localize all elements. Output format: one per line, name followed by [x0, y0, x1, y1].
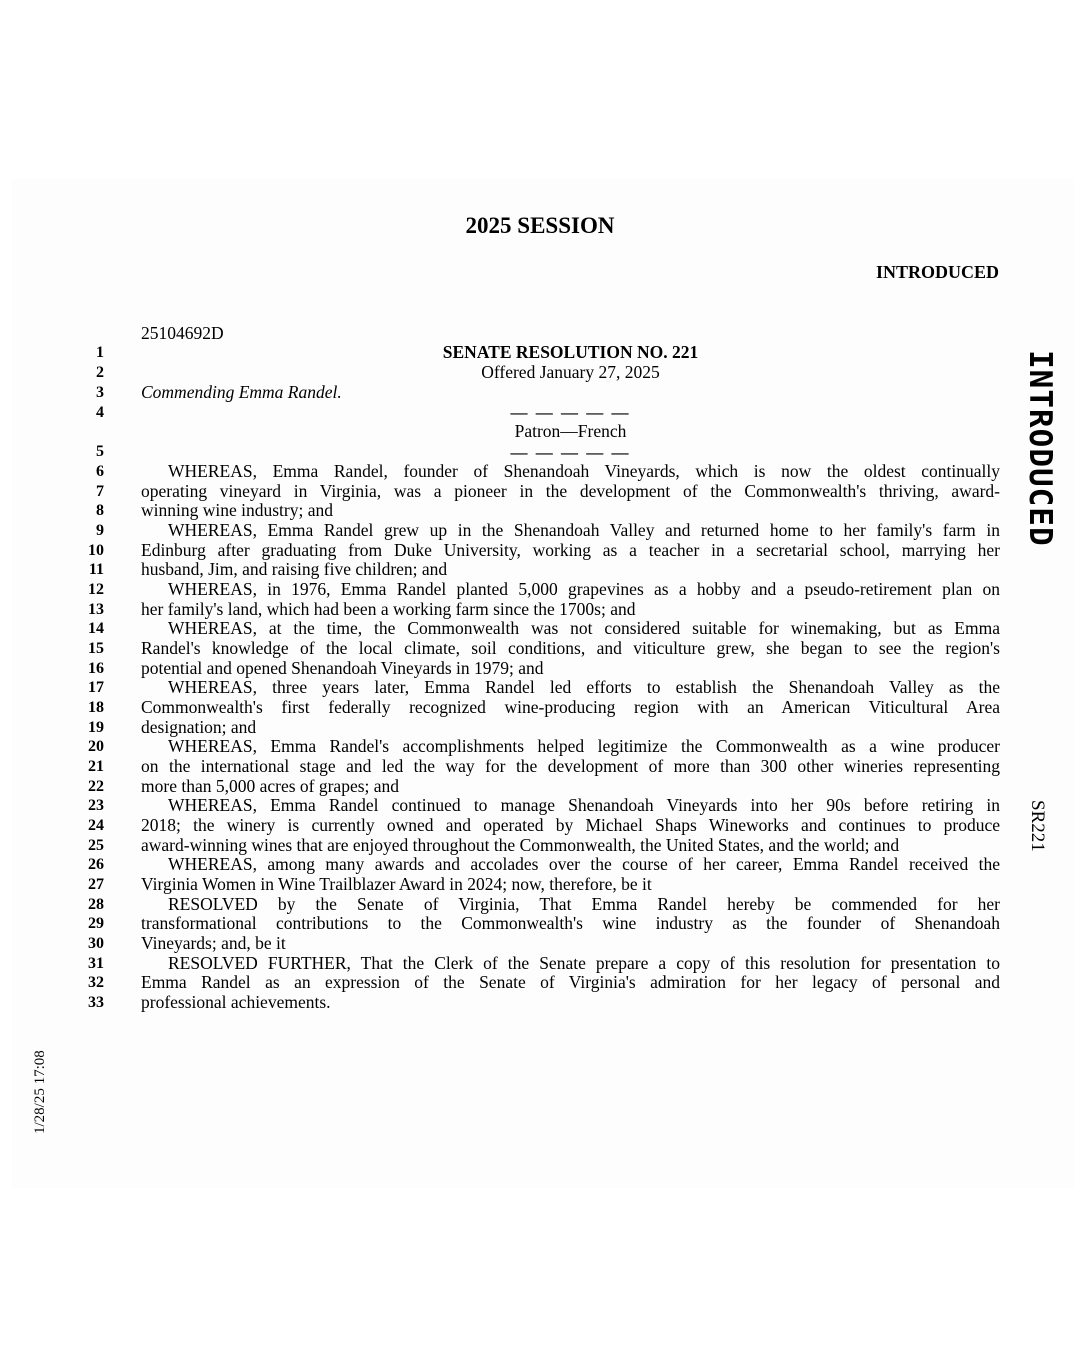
line-number: 10	[88, 542, 104, 559]
line-number: 11	[88, 561, 104, 578]
line-number: 13	[88, 601, 104, 618]
line-number: 24	[88, 817, 104, 834]
resolution-description: Commending Emma Randel.	[141, 382, 342, 402]
line-number: 7	[96, 483, 104, 500]
body-line: husband, Jim, and raising five children; and	[141, 559, 448, 579]
line-number: 27	[88, 876, 104, 893]
body-line: operating vineyard in Virginia, was a pioneer in the development of the Commonwealth's thriving, award-	[141, 481, 1000, 501]
line-number: 9	[96, 522, 104, 539]
body-line: designation; and	[141, 717, 257, 737]
body-line: her family's land, which had been a working farm since the 1700s; and	[141, 599, 636, 619]
line-number: 4	[96, 404, 104, 421]
body-line: potential and opened Shenandoah Vineyards in 1979; and	[141, 658, 544, 678]
line-number: 16	[88, 660, 104, 677]
side-status-label: INTRODUCED	[1022, 350, 1058, 547]
session-heading: 2025 SESSION	[465, 213, 615, 238]
patron: Patron—French	[514, 421, 627, 441]
line-number: 20	[88, 738, 104, 755]
body-line: RESOLVED by the Senate of Virginia, That Emma Randel hereby be commended for her	[168, 894, 1000, 914]
line-number: 22	[88, 778, 104, 795]
line-number: 12	[88, 581, 104, 598]
body-line: Commonwealth's first federally recognized wine-producing region with an American Viticultural Area	[141, 697, 1000, 717]
body-line: 2018; the winery is currently owned and operated by Michael Shaps Wineworks and continues to produce	[141, 815, 1000, 835]
line-number: 26	[88, 856, 104, 873]
document-number: 25104692D	[141, 323, 224, 343]
body-line: WHEREAS, three years later, Emma Randel led efforts to establish the Shenandoah Valley as the	[168, 677, 1000, 697]
body-line: professional achievements.	[141, 992, 331, 1012]
line-number: 28	[88, 896, 104, 913]
line-number: 32	[88, 974, 104, 991]
body-line: WHEREAS, at the time, the Commonwealth was not considered suitable for winemaking, but as Emma	[168, 618, 1000, 638]
line-number: 6	[96, 463, 104, 480]
body-line: award-winning wines that are enjoyed throughout the Commonwealth, the United States, and the world; and	[141, 835, 900, 855]
body-line: winning wine industry; and	[141, 500, 333, 520]
line-number: 30	[88, 935, 104, 952]
line-number: 15	[88, 640, 104, 657]
line-number: 33	[88, 994, 104, 1011]
line-number: 25	[88, 837, 104, 854]
body-line: WHEREAS, among many awards and accolades over the course of her career, Emma Randel received the	[168, 854, 1000, 874]
body-line: RESOLVED FURTHER, That the Clerk of the Senate prepare a copy of this resolution for presentation to	[168, 953, 1000, 973]
divider-bottom: — — — — —	[510, 443, 631, 462]
offered-date: Offered January 27, 2025	[481, 362, 660, 382]
line-number: 29	[88, 915, 104, 932]
resolution-title: SENATE RESOLUTION NO. 221	[442, 342, 699, 362]
body-line: WHEREAS, Emma Randel continued to manage Shenandoah Vineyards into her 90s before retiring in	[168, 795, 1000, 815]
line-number: 31	[88, 955, 104, 972]
side-timestamp: 1/28/25 17:08	[32, 1050, 48, 1134]
line-number: 14	[88, 620, 104, 637]
line-number: 23	[88, 797, 104, 814]
body-line: Virginia Women in Wine Trailblazer Award in 2024; now, therefore, be it	[141, 874, 652, 894]
line-number: 18	[88, 699, 104, 716]
line-number: 21	[88, 758, 104, 775]
body-line: WHEREAS, Emma Randel, founder of Shenandoah Vineyards, which is now the oldest continually	[168, 461, 1000, 481]
body-line: more than 5,000 acres of grapes; and	[141, 776, 400, 796]
divider-top: — — — — —	[510, 403, 631, 422]
body-line: on the international stage and led the way for the development of more than 300 other wineries representing	[141, 756, 1000, 776]
side-resolution-code: SR221	[1027, 800, 1048, 852]
line-number: 5	[96, 443, 104, 460]
line-number: 19	[88, 719, 104, 736]
body-line: Randel's knowledge of the local climate, soil conditions, and viticulture grew, she began to see the region's	[141, 638, 1000, 658]
body-line: WHEREAS, in 1976, Emma Randel planted 5,000 grapevines as a hobby and a pseudo-retirement plan on	[168, 579, 1000, 599]
body-line: transformational contributions to the Commonwealth's wine industry as the founder of Shenandoah	[141, 913, 1000, 933]
body-line: WHEREAS, Emma Randel grew up in the Shenandoah Valley and returned home to her family's farm in	[168, 520, 1000, 540]
line-number: 1	[96, 344, 104, 361]
status-label: INTRODUCED	[875, 262, 999, 282]
line-number: 3	[96, 384, 104, 401]
line-number: 2	[96, 364, 104, 381]
body-line: Vineyards; and, be it	[141, 933, 286, 953]
line-number: 8	[96, 502, 104, 519]
line-number: 17	[88, 679, 104, 696]
body-line: Edinburg after graduating from Duke University, working as a teacher in a secretarial school, marrying her	[141, 540, 1000, 560]
body-line: Emma Randel as an expression of the Senate of Virginia's admiration for her legacy of personal and	[141, 972, 1000, 992]
body-line: WHEREAS, Emma Randel's accomplishments helped legitimize the Commonwealth as a wine producer	[168, 736, 1000, 756]
